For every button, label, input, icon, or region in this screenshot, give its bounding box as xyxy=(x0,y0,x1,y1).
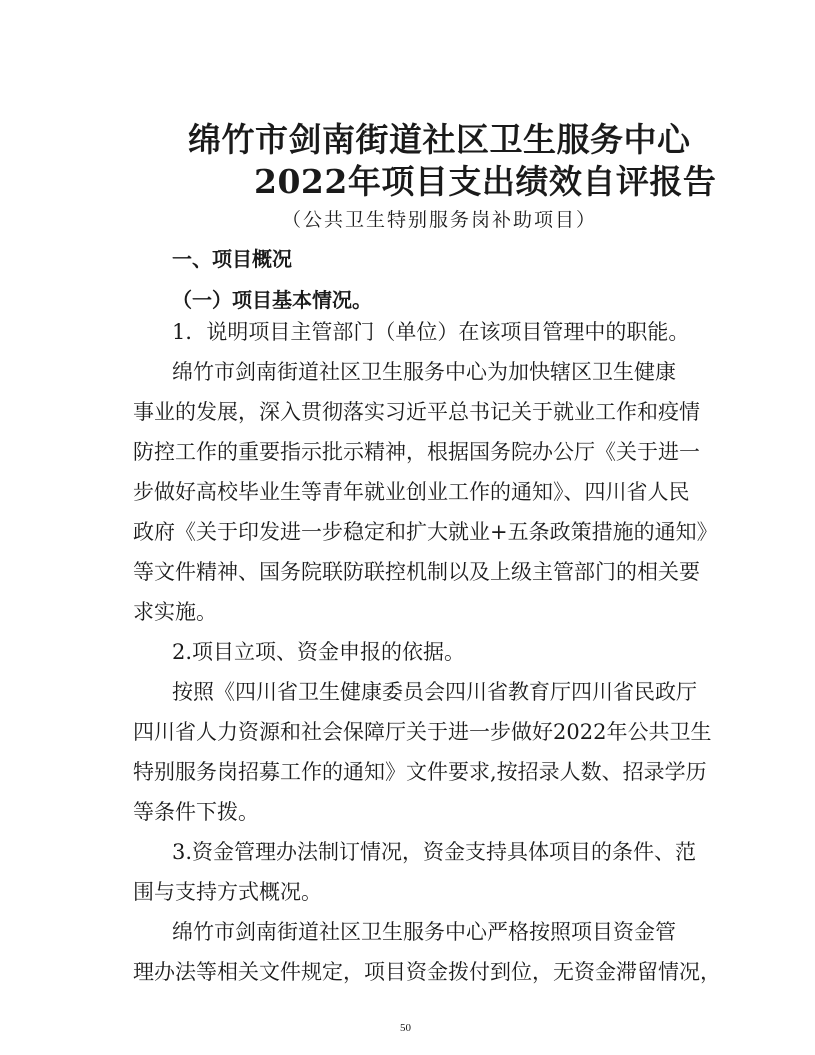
paragraph-line: 理办法等相关文件规定，项目资金拨付到位，无资金滞留情况， xyxy=(133,960,721,984)
paragraph-line: 政府《关于印发进一步稳定和扩大就业+五条政策措施的通知》 xyxy=(133,520,718,544)
paragraph-line: 绵竹市剑南街道社区卫生服务中心为加快辖区卫生健康 xyxy=(172,360,676,384)
paragraph-line: 1．说明项目主管部门（单位）在该项目管理中的职能。 xyxy=(172,320,690,344)
paragraph-line: 特别服务岗招募工作的通知》文件要求,按招录人数、招录学历 xyxy=(133,760,707,784)
page-number: 50 xyxy=(400,1022,411,1034)
paragraph-line: 等条件下拨。 xyxy=(133,800,259,824)
paragraph-line: 四川省人力资源和社会保障厅关于进一步做好2022年公共卫生 xyxy=(133,720,712,744)
report-subtitle: （公共卫生特别服务岗补助项目） xyxy=(282,209,598,231)
paragraph-line: 2.项目立项、资金申报的依据。 xyxy=(172,640,466,664)
paragraph-line: 求实施。 xyxy=(133,600,217,624)
paragraph-line: 步做好高校毕业生等青年就业创业工作的通知》、四川省人民 xyxy=(133,480,690,504)
paragraph-line: 事业的发展，深入贯彻落实习近平总书记关于就业工作和疫情 xyxy=(133,400,700,424)
subsection-heading-basic-info: （一）项目基本情况。 xyxy=(172,288,372,312)
paragraph-line: 按照《四川省卫生健康委员会四川省教育厅四川省民政厅 xyxy=(172,680,697,704)
paragraph-line: 围与支持方式概况。 xyxy=(133,880,322,904)
section-heading-project-overview: 一、项目概况 xyxy=(172,247,292,271)
report-title-line-2: 2022年项目支出绩效自评报告 xyxy=(254,162,717,201)
paragraph-line: 绵竹市剑南街道社区卫生服务中心严格按照项目资金管 xyxy=(172,920,676,944)
paragraph-line: 防控工作的重要指示批示精神，根据国务院办公厅《关于进一 xyxy=(133,440,700,464)
paragraph-line: 等文件精神、国务院联防联控机制以及上级主管部门的相关要 xyxy=(133,560,700,584)
paragraph-line: 3.资金管理办法制订情况，资金支持具体项目的条件、范 xyxy=(172,840,697,864)
report-title-line-1: 绵竹市剑南街道社区卫生服务中心 xyxy=(188,120,691,159)
